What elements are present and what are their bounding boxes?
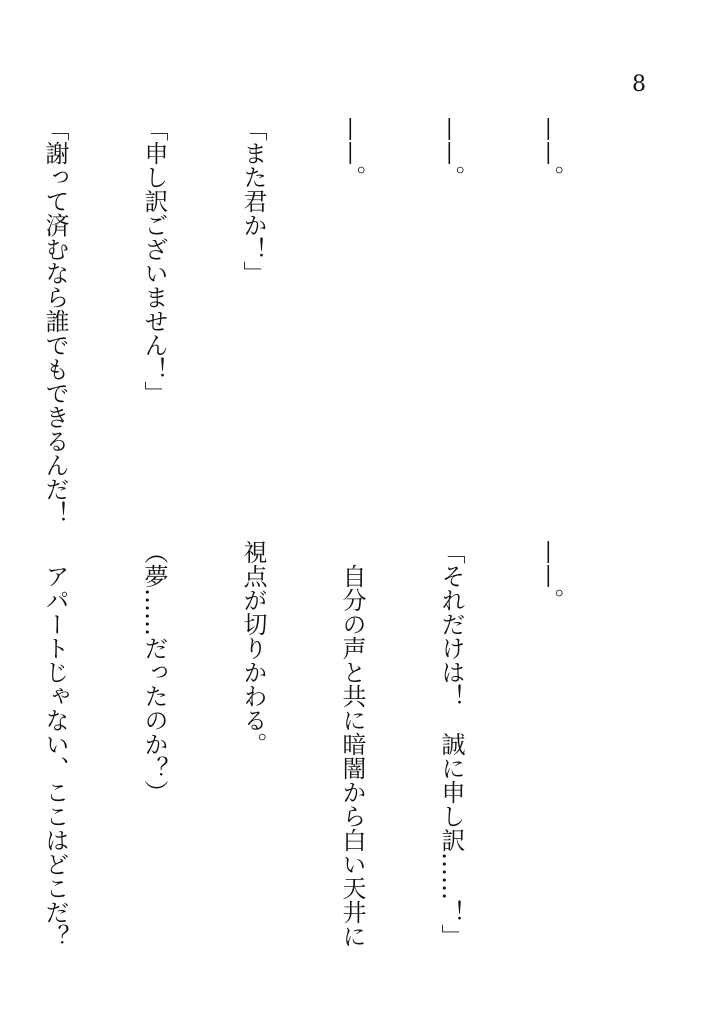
text-line: （夢……だったのか？） [140, 540, 168, 804]
text-line: 自分の声と共に暗闇から白い天井に [338, 540, 366, 948]
bottom-text-block [0, 540, 632, 948]
text-line: 「それだけは！ 誠に申し訳……！」 [437, 540, 465, 948]
text-line: 「申し訳ございません！」 [140, 117, 168, 405]
page-number: 8 [632, 72, 646, 97]
text-line: アパートじゃない、ここはどこだ？ [41, 540, 69, 948]
top-text-block [0, 117, 632, 525]
text-line: 「謝って済むなら誰でもできるんだ！ [41, 117, 69, 525]
text-line: ——。 [536, 540, 564, 612]
text-line: ——。 [437, 117, 465, 189]
text-line: ——。 [338, 117, 366, 189]
text-line: 「また君か！」 [239, 117, 267, 285]
text-line: 視点が切りかわる。 [239, 540, 267, 756]
text-line: ——。 [536, 117, 564, 189]
